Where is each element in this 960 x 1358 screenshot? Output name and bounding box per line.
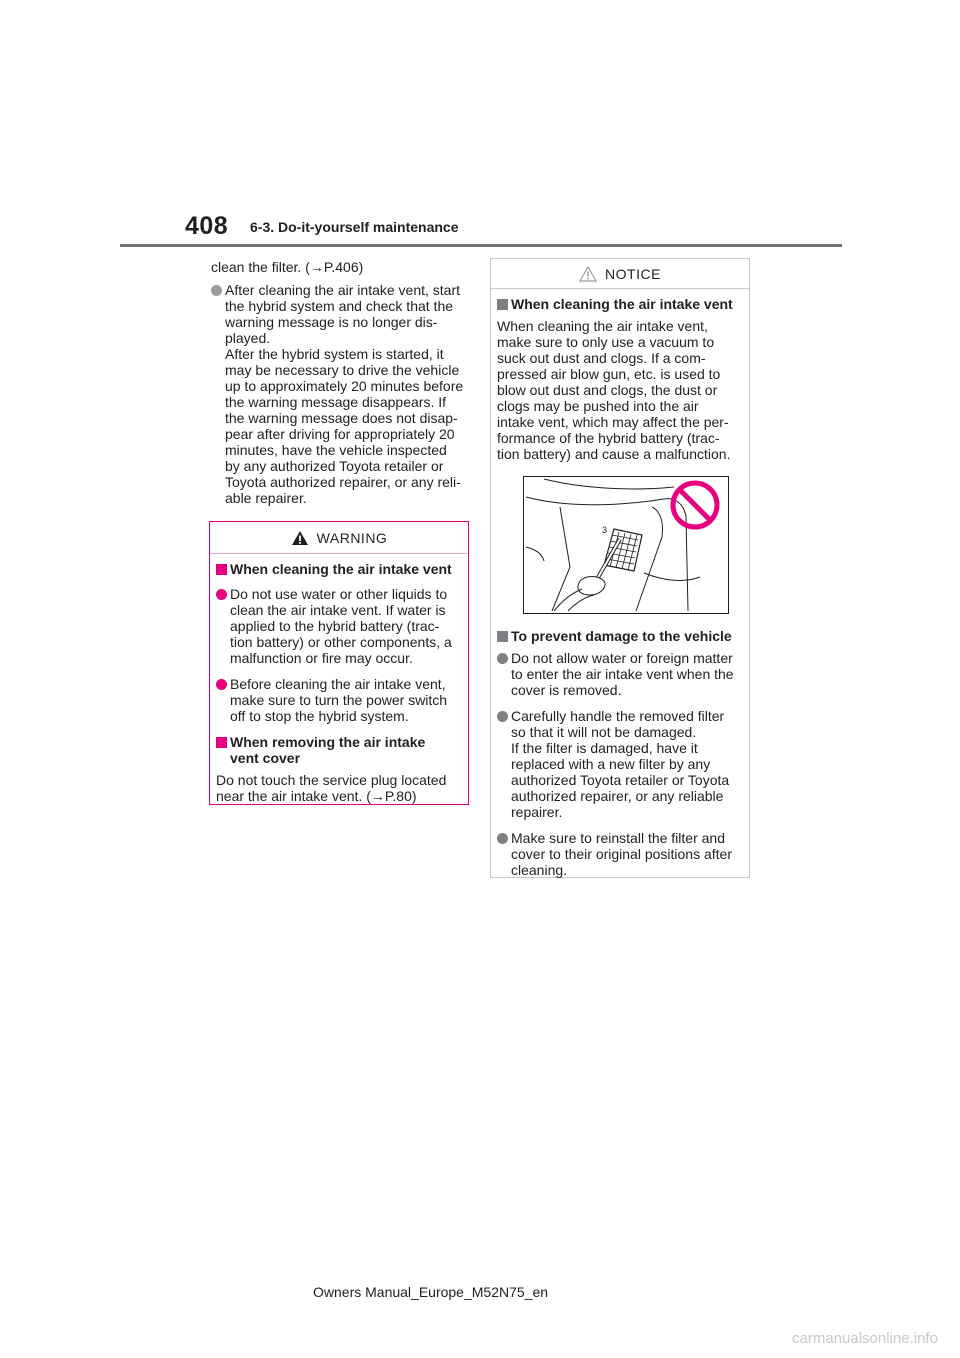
notice-subheading [497, 628, 743, 644]
text-line: make sure to only use a vacuum to [497, 334, 715, 350]
text-line: the warning message does not disap- [225, 410, 458, 426]
text-line: pear after driving for appropriately 20 [225, 426, 455, 442]
text-line: off to stop the hybrid system. [230, 708, 409, 724]
left-column [211, 259, 473, 514]
watermark: carmanualsonline.info [792, 1330, 938, 1347]
bullet-text [511, 650, 734, 698]
list-item [497, 708, 743, 820]
text-line: played. [225, 330, 271, 346]
text-line: When removing the air intake [230, 734, 426, 750]
text-line: cover to their original positions after [511, 846, 732, 862]
text-line: Before cleaning the air intake vent, [230, 676, 446, 692]
warning-subheading [216, 561, 462, 577]
text-line: cleaning. [511, 862, 568, 878]
caution-triangle-icon [579, 266, 597, 282]
text-line: malfunction or fire may occur. [230, 650, 413, 666]
air-vent-cleaning-illustration [523, 476, 729, 614]
warning-paragraph [216, 772, 462, 804]
text-line: may be necessary to drive the vehicle [225, 362, 460, 378]
notice-box [490, 258, 750, 878]
notice-title: NOTICE [605, 265, 661, 282]
text-line: After cleaning the air intake vent, start [225, 282, 461, 298]
text-line: make sure to turn the power switch [230, 692, 448, 708]
subheading-text: When cleaning the air intake vent [511, 296, 733, 312]
text-line: If the filter is damaged, have it [511, 740, 698, 756]
bullet-text [225, 282, 463, 506]
list-item [497, 650, 743, 698]
warning-subheading [216, 734, 462, 766]
text-line: suck out dust and clogs. If a com- [497, 350, 706, 366]
subheading-text [230, 734, 425, 766]
vent-drawing [524, 477, 728, 613]
list-item [497, 830, 743, 878]
notice-subheading [497, 296, 743, 312]
text-line: authorized repairer, or any reliable [511, 788, 724, 804]
text-line: applied to the hybrid battery (trac- [230, 618, 440, 634]
bullet-dot-icon [211, 285, 222, 296]
subheading-text: When cleaning the air intake vent [230, 561, 452, 577]
text-line: tion battery) or other components, a [230, 634, 452, 650]
text-line: Toyota authorized repairer, or any reli- [225, 474, 461, 490]
text-line: minutes, have the vehicle inspected [225, 442, 447, 458]
text-line: Do not use water or other liquids to [230, 586, 448, 602]
warning-triangle-icon [291, 530, 309, 546]
page-number: 408 [185, 212, 229, 240]
square-bullet-icon [216, 564, 227, 575]
text-line: the hybrid system and check that the [225, 298, 454, 314]
list-item [216, 586, 462, 666]
text-line: so that it will not be damaged. [511, 724, 697, 740]
bullet-text [230, 586, 452, 666]
text-line: intake vent, which may affect the per- [497, 414, 729, 430]
bullet-dot-icon [497, 833, 508, 844]
text-line: up to approximately 20 minutes before [225, 378, 464, 394]
warning-header [210, 522, 468, 554]
square-bullet-icon [216, 737, 227, 748]
text-line: formance of the hybrid battery (trac- [497, 430, 720, 446]
text-line: Do not touch the service plug located [216, 772, 447, 788]
footer-text: Owners Manual_Europe_M52N75_en [313, 1284, 549, 1300]
bullet-dot-icon [497, 711, 508, 722]
text-line: blow out dust and clogs, the dust or [497, 382, 718, 398]
list-item [211, 282, 473, 506]
warning-title: WARNING [316, 529, 388, 546]
bullet-dot-icon [216, 679, 227, 690]
notice-header [491, 259, 749, 289]
text-line: pressed air blow gun, etc. is used to [497, 366, 721, 382]
bullet-dot-icon [497, 653, 508, 664]
bullet-text [511, 830, 732, 878]
text-line: cover is removed. [511, 682, 622, 698]
bullet-text [230, 676, 447, 724]
text-line: Carefully handle the removed filter [511, 708, 725, 724]
bullet-dot-icon [216, 589, 227, 600]
subheading-text: To prevent damage to the vehicle [511, 628, 732, 644]
text-line: When cleaning the air intake vent, [497, 318, 708, 334]
text-line: clogs may be pushed into the air [497, 398, 699, 414]
text-line: After the hybrid system is started, it [225, 346, 444, 362]
header-rule [120, 244, 842, 247]
text-line: Make sure to reinstall the filter and [511, 830, 725, 846]
svg-text:3: 3 [602, 525, 608, 535]
warning-box [209, 521, 469, 805]
list-item [216, 676, 462, 724]
text-line: tion battery) and cause a malfunction. [497, 446, 731, 462]
text-line: able repairer. [225, 490, 307, 506]
text-line: replaced with a new filter by any [511, 756, 711, 772]
text-line: vent cover [230, 750, 301, 766]
text-line: clean the air intake vent. If water is [230, 602, 446, 618]
text-line: repairer. [511, 804, 563, 820]
text-line: the warning message disappears. If [225, 394, 447, 410]
text-line: warning message is no longer dis- [225, 314, 438, 330]
text-line: near the air intake vent. (→P.80) [216, 788, 417, 804]
square-bullet-icon [497, 631, 508, 642]
intro-line: clean the filter. (→P.406) [211, 259, 364, 275]
text-line: Do not allow water or foreign matter [511, 650, 733, 666]
section-title: 6-3. Do-it-yourself maintenance [250, 219, 459, 235]
square-bullet-icon [497, 299, 508, 310]
text-line: authorized Toyota retailer or Toyota [511, 772, 730, 788]
bullet-text [511, 708, 729, 820]
text-line: by any authorized Toyota retailer or [225, 458, 444, 474]
notice-paragraph [497, 318, 743, 462]
text-line: to enter the air intake vent when the [511, 666, 734, 682]
